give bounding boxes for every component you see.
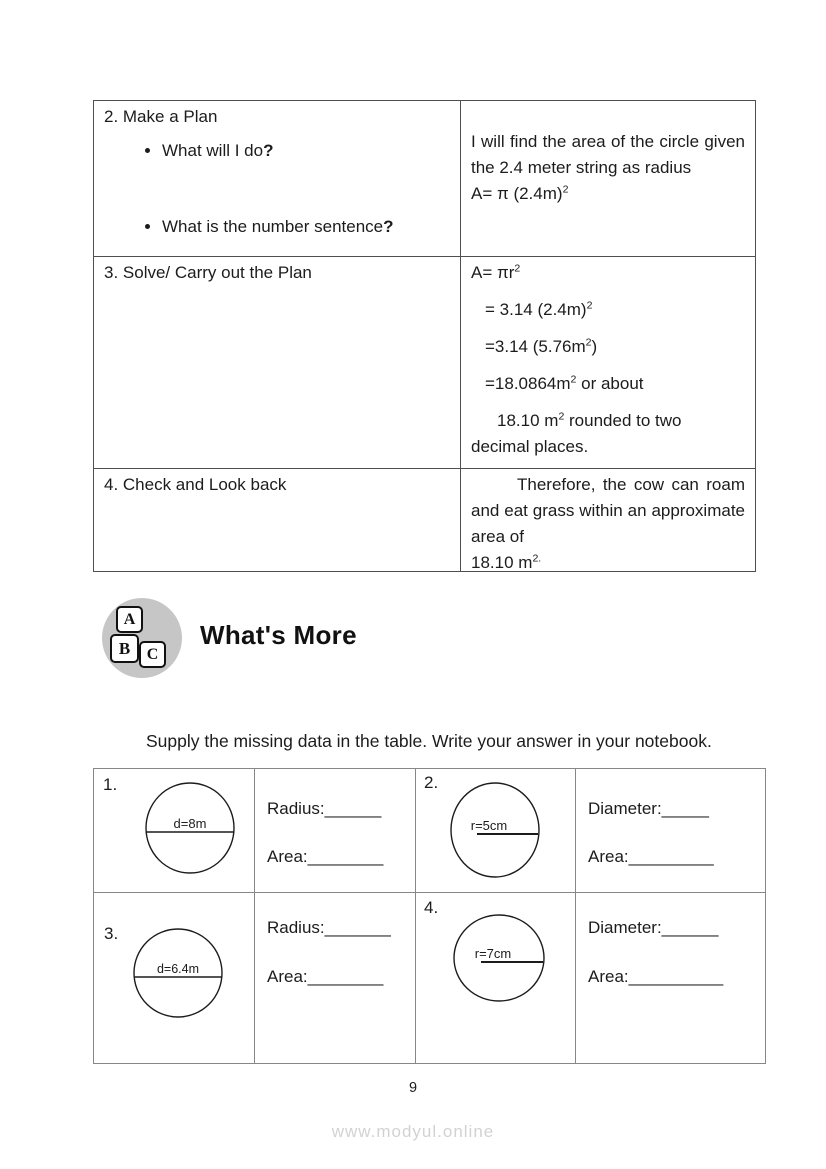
solution-table — [93, 100, 756, 572]
item-number: 2. — [424, 773, 439, 792]
item-number: 1. — [103, 775, 118, 794]
check-answer-text: Therefore, the cow can roam and eat grass within an approximate area of — [471, 475, 745, 546]
circle-label: d=8m — [173, 816, 207, 831]
step-title: 2. Make a Plan — [104, 107, 218, 126]
step-title: 4. Check and Look back — [104, 475, 287, 494]
circle-diagram-r7cm — [452, 913, 546, 1003]
plan-answer-text: I will find the area of the circle given the 2.4 meter string as radius — [471, 132, 745, 177]
exercise-instruction: Supply the missing data in the table. Write your answer in your notebook. — [146, 730, 712, 751]
circle-diagram-r5cm — [449, 781, 541, 879]
diameter-field: Diameter:_____ — [588, 799, 709, 818]
question-mark: ? — [263, 141, 274, 160]
practice-item-1-fields — [254, 769, 415, 892]
plan-number-sentence: A= π $(2.4m)^2$ — [471, 183, 569, 203]
plan-questions — [104, 138, 450, 240]
area-field: Area:__________ — [588, 967, 724, 986]
website-watermark: www.modyul.online — [331, 1122, 495, 1141]
circle-label: r=7cm — [474, 946, 512, 961]
item-number: 3. — [104, 924, 119, 943]
practice-item-1-figure — [94, 769, 254, 892]
practice-item-2-figure — [415, 769, 575, 892]
area-field: Area:________ — [267, 847, 384, 866]
area-field: Area:_________ — [588, 847, 714, 866]
page-number: 9 — [408, 1080, 418, 1096]
check-answer-value: 18.10 $m^{2.}$ — [471, 552, 542, 571]
practice-item-2-fields — [575, 769, 765, 892]
plan-question-what-will-i-do: • What will I do? — [162, 138, 450, 164]
solve-line-4: $=18.0864m^2$ or about — [485, 373, 644, 393]
practice-table — [93, 768, 766, 1064]
radius-field: Radius:______ — [267, 799, 382, 818]
practice-item-3-figure — [94, 892, 254, 1063]
item-number: 4. — [424, 898, 439, 917]
abc-blocks-icon — [102, 598, 182, 678]
solve-line-5: 18.10 $m^2$ rounded to two — [497, 410, 682, 430]
circle-label: r=5cm — [470, 818, 508, 833]
solution-step-solve — [94, 256, 460, 468]
practice-item-4-fields — [575, 892, 765, 1063]
circle-diagram-d8m — [144, 781, 236, 875]
solution-answer-solve — [460, 256, 755, 468]
solve-line-3: =3.14 $(5.76m^2)$ — [485, 336, 598, 356]
solution-step-check — [94, 468, 460, 571]
area-field: Area:________ — [267, 967, 384, 986]
diameter-field: Diameter:______ — [588, 918, 719, 937]
step-title: 3. Solve/ Carry out the Plan — [104, 263, 312, 282]
solution-answer-check — [460, 468, 755, 571]
plan-question-number-sentence: • What is the number sentence? — [162, 214, 450, 240]
solve-line-1: $A= \pi r^2$ — [471, 262, 521, 282]
circle-diagram-d64m — [132, 927, 224, 1019]
solution-step-make-a-plan — [94, 101, 460, 256]
abc-block-b: B — [110, 634, 139, 663]
section-heading-whats-more: What's More — [200, 620, 357, 650]
abc-block-c: C — [139, 641, 166, 668]
practice-item-3-fields — [254, 892, 415, 1063]
solve-line-2: = 3.14 $(2.4m)^2$ — [485, 299, 593, 319]
solution-answer-plan — [460, 101, 755, 256]
radius-field: Radius:_______ — [267, 918, 391, 937]
question-mark: ? — [383, 217, 394, 236]
circle-label: d=6.4m — [156, 962, 200, 976]
solve-line-6: decimal places. — [471, 437, 589, 456]
practice-item-4-figure — [415, 892, 575, 1063]
abc-block-a: A — [116, 606, 143, 633]
